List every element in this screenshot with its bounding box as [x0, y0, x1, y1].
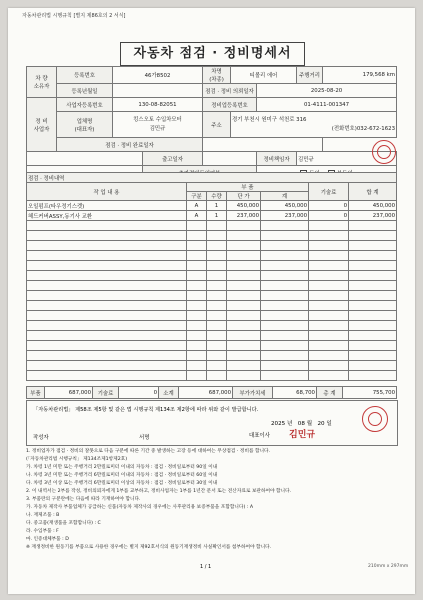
- work-item-tech-fee: 0: [309, 201, 349, 211]
- note-line: 다. 중고품(재생품을 포함합니다) : C: [26, 521, 101, 526]
- address-value: 경기 부천시 원미구 석천로 316: [232, 116, 307, 123]
- work-item-name: 헤드커버ASSY,동기사 교환: [27, 211, 187, 221]
- work-item-qty: 1: [207, 201, 227, 211]
- work-item-name: 오일펌프(타우정기스켓): [27, 201, 187, 211]
- parts-total-label: 부품: [27, 387, 45, 399]
- parts-total-value: 687,000: [45, 387, 93, 399]
- shop-reg-value: 01-4111-001347: [257, 98, 397, 112]
- issue-day-unit: 일: [326, 421, 332, 427]
- issue-year: 2025: [271, 421, 286, 427]
- page-title: 자동차 점검 · 정비명세서: [120, 42, 305, 66]
- note-line: 가. 차령 1년 미만 또는 주행거리 2만킬로미터 이내의 자동차 : 점검 · 정비일로부터 90일 이내: [26, 465, 218, 470]
- tech-total-value: 0: [119, 387, 159, 399]
- work-item-amount: 450,000: [261, 201, 309, 211]
- mileage-value: 179,568: [362, 72, 385, 78]
- writer-label: 작성자: [33, 435, 49, 441]
- work-item-class: A: [187, 211, 207, 221]
- work-item-class: A: [187, 201, 207, 211]
- tech-total-label: 기술료: [93, 387, 119, 399]
- amount-column-header: 계: [261, 192, 309, 201]
- vat-label: 부가가치세: [233, 387, 273, 399]
- company-label: 업체명 (대표자): [57, 112, 113, 138]
- release-date-value: [203, 152, 257, 166]
- ceo-signature: 김민규: [289, 430, 316, 440]
- vat-value: 68,700: [273, 387, 317, 399]
- note-line: 나. 차령 3년 미만 또는 주행거리 6만킬로미터 이내의 자동차 : 점검 · 정비일로부터 60일 이내: [26, 473, 218, 478]
- phone-label: (전화번호): [331, 125, 357, 132]
- note-line: 3. 부품란의 구분란에는 다음에 따라 기재하여야 합니다.: [26, 497, 141, 502]
- issue-day: 20: [317, 421, 325, 427]
- mechanic-label: 정비책임자: [257, 152, 297, 166]
- declaration-box: [26, 400, 398, 446]
- request-date-label: 점검 · 정비 의뢰일자: [203, 84, 257, 98]
- work-item-unit-price: 450,000: [227, 201, 261, 211]
- totals-table: [26, 386, 397, 399]
- release-date-label: 출고일자: [143, 152, 203, 166]
- instructions-notes: [26, 448, 396, 552]
- qty-column-header: 수량: [207, 192, 227, 201]
- mileage-unit: km: [386, 72, 396, 78]
- ceo-label: 대표이사: [249, 433, 270, 439]
- request-date-value: 2025-08-20: [257, 84, 397, 98]
- note-line: (「자동차관리법 시행규칙」 제134조제1항제2호): [26, 457, 128, 462]
- work-items-table: [26, 172, 397, 381]
- model-label: 차명 (차종): [203, 67, 231, 84]
- work-item-tech-fee: 0: [309, 211, 349, 221]
- reg-no-label: 등록번호: [57, 67, 113, 84]
- grand-total-value: 755,700: [343, 387, 397, 399]
- note-line: 2. 이 내역서는 2부를 작성, 정비의뢰자에게 1부를 교부하고, 정비사업자는 1부를 1년간 문서 또는 전산자료로 보관하여야 합니다.: [26, 489, 292, 494]
- tech-fee-column-header: 기술료: [309, 183, 349, 201]
- parts-column-header: 부 품: [187, 183, 309, 192]
- note-line: 가. 자동차 제작사 부품업체가 공급하는 신품(자동차 제작사의 경우에는 사후관리용 보증부품을 포함합니다) : A: [26, 505, 254, 510]
- completion-date-label: 점검 · 정비 완료일자: [57, 138, 203, 152]
- vehicle-shop-table: [26, 66, 397, 180]
- company-value: 킹스오토 수입차모터: [133, 116, 182, 123]
- model-value: 티볼리 에어: [231, 67, 297, 84]
- work-item-total: 237,000: [349, 211, 397, 221]
- reg-no-value: 46가8502: [113, 67, 203, 84]
- mechanic-value: 김민규: [297, 152, 397, 166]
- issue-year-unit: 년: [287, 421, 293, 427]
- owner-group-label: 차 량 소유자: [27, 67, 57, 98]
- work-history-label: 점검 · 정비내역: [27, 173, 397, 183]
- note-line: 1. 정비업자가 점검 · 정비의 잘못으로 다음 구분에 따른 기간 중 발생하는 고장 등에 대하여는 무상점검 · 정비를 합니다.: [26, 449, 271, 454]
- work-column-header: 작 업 내 용: [27, 183, 187, 201]
- shop-reg-label: 정비업등록번호: [203, 98, 257, 112]
- subtotal-label: 소계: [159, 387, 179, 399]
- biz-no-label: 사업자등록번호: [57, 98, 113, 112]
- biz-no-value: 130-08-82051: [113, 98, 203, 112]
- work-item-total: 450,000: [349, 201, 397, 211]
- representative-value: 김민규: [149, 125, 166, 132]
- company-seal: [372, 140, 396, 164]
- unit-price-column-header: 단 가: [227, 192, 261, 201]
- note-line: ※ 재생정비한 원동기를 부품으로 사용한 경우에는 별지 제92호서식의 원동기재생정비 사실확인서를 첨부하여야 합니다.: [26, 545, 272, 550]
- empty-rows: [27, 221, 397, 381]
- declaration-text: 「자동차관리법」 제58조 제5항 및 같은 법 시행규칙 제134조 제2항에 따라 위와 같이 발급합니다.: [33, 407, 259, 413]
- work-item-amount: 237,000: [261, 211, 309, 221]
- work-item-qty: 1: [207, 211, 227, 221]
- ceo-seal: [362, 406, 388, 432]
- note-line: 마. 인증대체부품 : D: [26, 537, 69, 542]
- phone-value: 032-672-1623: [356, 125, 396, 132]
- reg-date-label: 등록년월일: [57, 84, 113, 98]
- page-number: 1 / 1: [200, 564, 212, 570]
- reg-date-value: [113, 84, 203, 98]
- table-row: [27, 201, 397, 211]
- note-line: 라. 수입부품 : F: [26, 529, 59, 534]
- note-line: 나. 재제조품 : B: [26, 513, 60, 518]
- subtotal-value: 687,000: [179, 387, 233, 399]
- issue-month-unit: 월: [306, 421, 313, 427]
- paper-size: 210mm x 297mm: [368, 564, 409, 569]
- grand-total-label: 총 계: [317, 387, 343, 399]
- address-label: 주소: [203, 112, 231, 138]
- shop-group-label: 정 비 사업자: [27, 98, 57, 152]
- total-column-header: 합 계: [349, 183, 397, 201]
- class-column-header: 구분: [187, 192, 207, 201]
- table-row: [27, 211, 397, 221]
- work-item-unit-price: 237,000: [227, 211, 261, 221]
- form-reference-note: 자동차관리법 시행규칙 [별지 제86호의 2 서식]: [22, 13, 126, 19]
- issue-month: 08: [297, 421, 305, 427]
- mileage-label: 주행거리: [297, 67, 323, 84]
- note-line: 다. 차령 3년 이상 또는 주행거리 6만킬로미터 이상의 자동차 : 점검 · 정비일로부터 30일 이내: [26, 481, 218, 486]
- sign-label: 서명: [139, 435, 150, 441]
